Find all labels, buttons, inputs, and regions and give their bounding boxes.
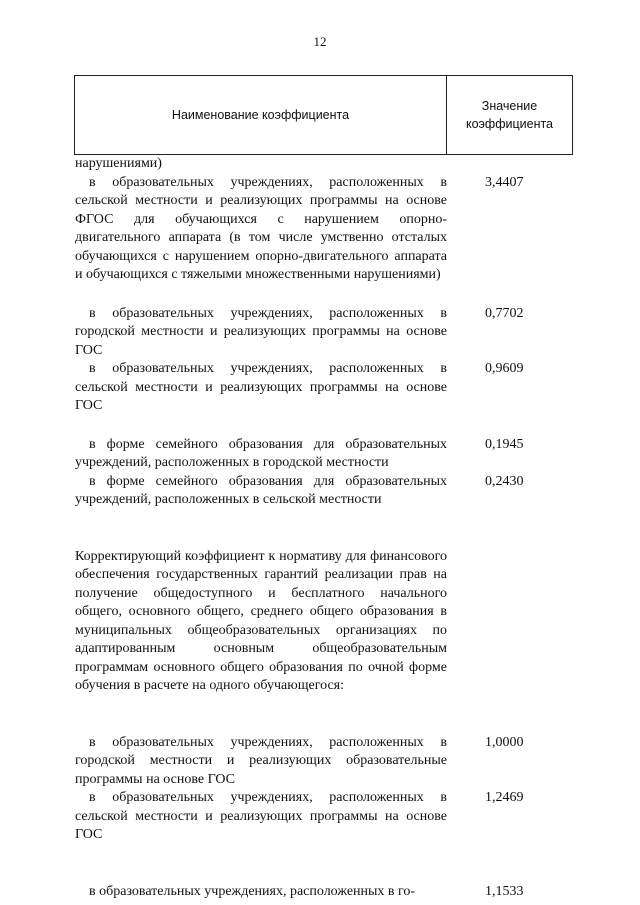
row-text: в образовательных учреждениях, расположенных в сельской местности и реализующих программы на основе ГОС bbox=[75, 361, 447, 413]
header-coefficient-name: Наименование коэффициента bbox=[75, 76, 447, 155]
row-text: в образовательных учреждениях, расположенных в сельской местности и реализующих программы на основе ФГОС для обучающихся с нарушением опорно-двигательного аппарата (в том числе умственно отсталых обучающихся с нарушением опорно-двигательного аппарата и обучающихся с тяжелыми множественными нарушениями) bbox=[75, 174, 447, 282]
table-row bbox=[75, 174, 570, 285]
row-text: в образовательных учреждениях, расположенных в городской местности и реализующих образовательные программы на основе ГОС bbox=[75, 734, 447, 787]
row-text: нарушениями) bbox=[75, 156, 162, 171]
header-value-line1: Значение bbox=[481, 99, 538, 113]
table-row bbox=[75, 883, 570, 902]
row-text: в образовательных учреждениях, расположенных в го- bbox=[89, 883, 416, 899]
row-value: 0,7702 bbox=[485, 305, 524, 321]
table-row bbox=[75, 548, 570, 696]
row-text: в образовательных учреждениях, расположенных в сельской местности и реализующих программы на основе ГОС bbox=[75, 790, 447, 842]
table-row bbox=[75, 789, 570, 845]
row-value: 1,1533 bbox=[485, 883, 524, 899]
row-value: 0,2430 bbox=[485, 473, 524, 489]
table-row bbox=[75, 473, 570, 510]
page-number: 12 bbox=[313, 34, 327, 49]
row-value: 1,0000 bbox=[485, 734, 524, 750]
row-value: 3,4407 bbox=[485, 174, 524, 190]
row-value: 0,9609 bbox=[485, 361, 524, 376]
row-value: 0,1945 bbox=[485, 436, 524, 452]
table-row bbox=[75, 436, 570, 473]
header-value-line2: коэффициента bbox=[465, 117, 554, 131]
coefficient-rows bbox=[75, 155, 570, 901]
table-row bbox=[75, 360, 570, 416]
table-row bbox=[75, 734, 570, 790]
row-text: в форме семейного образования для образовательных учреждений, расположенных в сельской местности bbox=[75, 473, 447, 507]
coefficient-table-header bbox=[74, 75, 573, 155]
row-text: в образовательных учреждениях, расположенных в городской местности и реализующих программы на основе ГОС bbox=[75, 305, 447, 358]
header-coefficient-value bbox=[447, 76, 573, 155]
row-text: в форме семейного образования для образовательных учреждений, расположенных в городской местности bbox=[75, 436, 447, 470]
row-value: 1,2469 bbox=[485, 790, 524, 805]
table-row bbox=[75, 155, 570, 174]
row-text: Корректирующий коэффициент к нормативу для финансового обеспечения государственных гарантий реализации прав на получение общедоступного и бесплатного начального общего, основного общего, среднего общего образования в муниципальных общеобразовательных организациях по адаптированным основным общеобразовательным программам основного общего образования по очной форме обучения в расчете на одного обучающегося: bbox=[75, 548, 447, 693]
table-row bbox=[75, 305, 570, 361]
